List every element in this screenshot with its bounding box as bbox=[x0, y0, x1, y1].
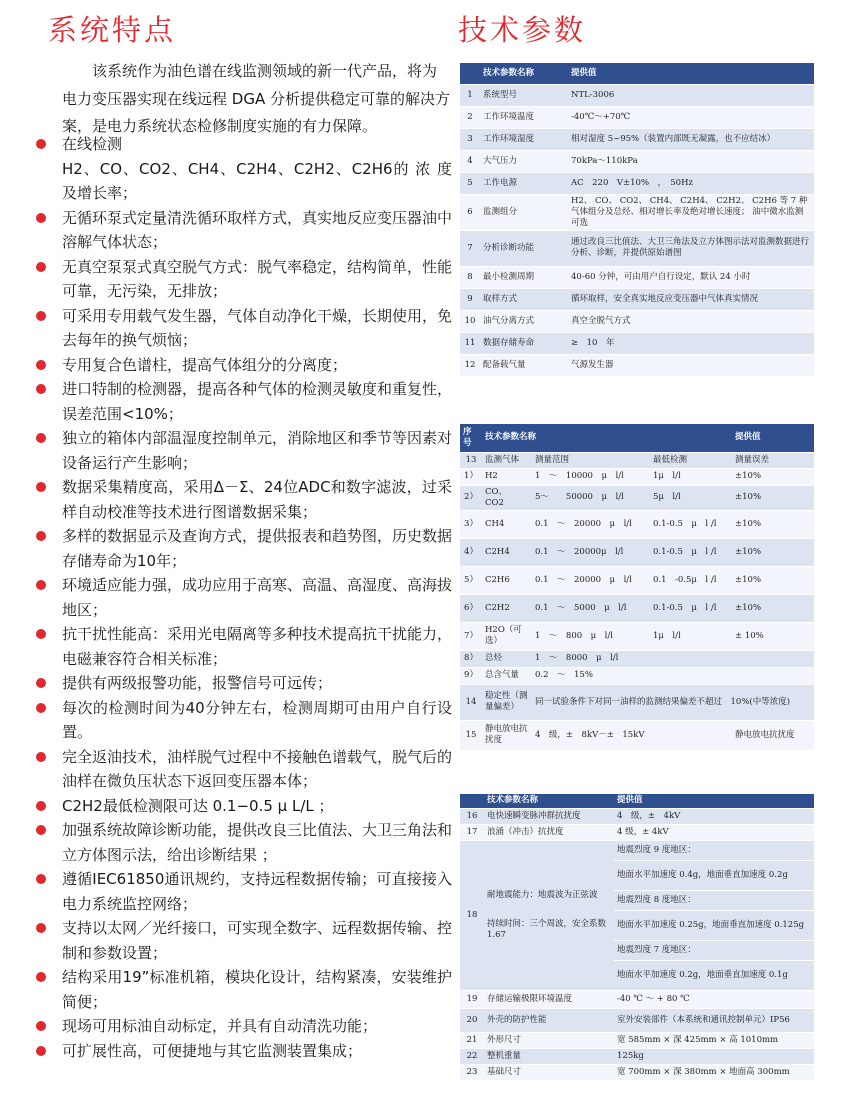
row-no: 20 bbox=[460, 1008, 484, 1032]
row-param: 浪涌（冲击）抗扰度 bbox=[484, 824, 614, 840]
feature-text: 可扩展性高，可便捷地与其它监测装置集成； bbox=[62, 1041, 363, 1060]
measure-error: ±10% bbox=[732, 594, 814, 622]
seismic-line: 地震烈度 7 度地区： bbox=[614, 941, 814, 961]
feature-item bbox=[36, 794, 452, 819]
feature-item bbox=[36, 916, 452, 965]
row-param: 电快速瞬变脉冲群抗扰度 bbox=[484, 808, 614, 824]
row-value: H2、 CO、 CO2、 CH4、 C2H4、 C2H2、 C2H6 等 7 种气体组分及总烃、相对增长率及绝对增长速度； 油中微水监测可选 bbox=[568, 194, 814, 230]
row-no: 13 bbox=[460, 452, 482, 468]
min-detect: 5μ l/l bbox=[650, 485, 732, 510]
row-param bbox=[484, 840, 614, 990]
row-no: 14 bbox=[460, 684, 482, 720]
bullet-dot-icon bbox=[36, 580, 46, 590]
bullet-dot-icon bbox=[36, 874, 46, 884]
header-no-cell bbox=[460, 794, 484, 808]
table-row bbox=[460, 824, 814, 840]
feature-text: H2、CO、CO2、CH4、C2H4、C2H2、C2H6的 浓 度 及增长率； bbox=[62, 159, 452, 202]
row-no: 4） bbox=[460, 538, 482, 566]
table-row bbox=[460, 594, 814, 622]
row-no: 17 bbox=[460, 824, 484, 840]
table-row bbox=[460, 622, 814, 650]
header-value-cell: 提供值 bbox=[732, 424, 814, 452]
measure-range: 1 ～ 800 μ l/l bbox=[532, 622, 650, 650]
table-row bbox=[460, 720, 814, 750]
seismic-duration-text: 持续时间：三个周波，安全系数 1.67 bbox=[487, 918, 607, 940]
measure-range: 0.2 ～ 15% bbox=[532, 667, 650, 684]
table-row bbox=[460, 566, 814, 594]
feature-item bbox=[36, 353, 452, 378]
row-value: 70kPa～110kPa bbox=[568, 150, 814, 172]
row-no: 15 bbox=[460, 720, 482, 750]
row-no: 11 bbox=[460, 332, 480, 354]
row-param: 整机重量 bbox=[484, 1048, 614, 1064]
feature-item bbox=[36, 377, 452, 426]
measure-error bbox=[732, 650, 814, 667]
feature-item bbox=[36, 622, 452, 671]
specs-title: 技术参数 bbox=[458, 13, 587, 47]
measure-range: 1 ～ 8000 μ l/l bbox=[532, 650, 650, 667]
table-row bbox=[460, 808, 814, 824]
feature-item bbox=[36, 475, 452, 524]
spec-table-gas bbox=[460, 424, 814, 751]
bullet-dot-icon bbox=[36, 384, 46, 394]
gas-col-header: 监测气体 bbox=[482, 452, 532, 468]
table-row bbox=[460, 468, 814, 485]
bullet-dot-icon bbox=[36, 825, 46, 835]
row-no: 5） bbox=[460, 566, 482, 594]
row-value: NTL-3006 bbox=[568, 84, 814, 106]
row-param: 系统型号 bbox=[480, 84, 568, 106]
row-no: 6） bbox=[460, 594, 482, 622]
bullet-dot-icon bbox=[36, 703, 46, 713]
feature-text: 完全返油技术，油样脱气过程中不接触色谱载气，脱气后的油样在微负压状态下返回变压器本体； bbox=[62, 747, 453, 790]
measure-range: 5～ 50000 μ l/l bbox=[532, 485, 650, 510]
row-no: 22 bbox=[460, 1048, 484, 1064]
table-row bbox=[460, 510, 814, 538]
bullet-dot-icon bbox=[36, 311, 46, 321]
table-row bbox=[460, 332, 814, 354]
row-param: 工作环境温度 bbox=[480, 106, 568, 128]
row-no: 19 bbox=[460, 990, 484, 1008]
feature-text: 加强系统故障诊断功能，提供改良三比值法、大卫三角法和立方体图示法，给出诊断结果 ； bbox=[62, 821, 453, 864]
feature-item bbox=[36, 696, 452, 745]
bullet-dot-icon bbox=[36, 139, 46, 149]
feature-text: 可采用专用载气发生器，气体自动净化干燥，长期使用，免去每年的换气烦恼； bbox=[62, 306, 453, 349]
gas-name: C2H2 bbox=[482, 594, 532, 622]
bullet-dot-icon bbox=[36, 213, 46, 223]
row-no: 4 bbox=[460, 150, 480, 172]
row-param: 工作电源 bbox=[480, 172, 568, 194]
bullet-dot-icon bbox=[36, 801, 46, 811]
row-value: 125kg bbox=[614, 1048, 814, 1064]
range-col-header: 测量范围 bbox=[532, 452, 650, 468]
row-no: 9） bbox=[460, 667, 482, 684]
table-row bbox=[460, 840, 814, 990]
spec-table-basic bbox=[460, 63, 814, 377]
feature-item bbox=[36, 867, 452, 916]
feature-text: 无循环泵式定量清洗循环取样方式，真实地反应变压器油中溶解气体状态； bbox=[62, 208, 453, 251]
header-value-cell: 提供值 bbox=[614, 794, 814, 808]
row-no: 7 bbox=[460, 230, 480, 266]
table-row bbox=[460, 1048, 814, 1064]
feature-item bbox=[36, 304, 452, 353]
min-detect bbox=[650, 667, 732, 684]
measure-range: 0.1 ～ 5000 μ l/l bbox=[532, 594, 650, 622]
feature-text: 独立的箱体内部温湿度控制单元，消除地区和季节等因素对设备运行产生影响； bbox=[62, 429, 453, 472]
min-detect: 0.1 -0.5μ l /l bbox=[650, 566, 732, 594]
table-row bbox=[460, 230, 814, 266]
feature-text: 环境适应能力强，成功应用于高寒、高温、高湿度、高海拔地区； bbox=[62, 576, 453, 619]
min-detect: 1μ l/l bbox=[650, 468, 732, 485]
measure-range: 0.1 ～ 20000μ l/l bbox=[532, 538, 650, 566]
row-param: 外形尺寸 bbox=[484, 1032, 614, 1048]
row-value: 真空全脱气方式 bbox=[568, 310, 814, 332]
feature-item bbox=[36, 1039, 452, 1064]
header-param-cell: 技术参数名称 bbox=[484, 794, 614, 808]
seismic-wave-text: 耐地震能力：地震波为正弦波 bbox=[487, 889, 598, 900]
bullet-dot-icon bbox=[36, 531, 46, 541]
row-value: 宽 700mm × 深 380mm × 地面高 300mm bbox=[614, 1064, 814, 1080]
table-row bbox=[460, 266, 814, 288]
error-col-header: 测量误差 bbox=[732, 452, 814, 468]
row-value: 同一试验条件下对同一油样的监测结果偏差不超过 10%(中等浓度) bbox=[532, 684, 814, 720]
gas-name: 总含气量 bbox=[482, 667, 532, 684]
bullet-dot-icon bbox=[36, 360, 46, 370]
feature-text: 抗干扰性能高：采用光电隔离等多种技术提高抗干扰能力，电磁兼容符合相关标准； bbox=[62, 625, 453, 668]
row-no: 10 bbox=[460, 310, 480, 332]
feature-text: 现场可用标油自动标定，并具有自动清洗功能； bbox=[62, 1017, 378, 1035]
row-param: 稳定性（测量偏差） bbox=[482, 684, 532, 720]
measure-error: ±10% bbox=[732, 485, 814, 510]
feature-item bbox=[36, 965, 452, 1014]
feature-item bbox=[36, 745, 452, 794]
feature-text: 在线检测 bbox=[62, 135, 123, 153]
row-value: 循环取样，安全真实地反应变压器中气体真实情况 bbox=[568, 288, 814, 310]
row-param: 大气压力 bbox=[480, 150, 568, 172]
seismic-line: 地震烈度 8 度地区： bbox=[614, 891, 814, 911]
table-row bbox=[460, 194, 814, 230]
table-row bbox=[460, 128, 814, 150]
row-no: 5 bbox=[460, 172, 480, 194]
measure-range: 1 ～ 10000 μ l/l bbox=[532, 468, 650, 485]
table-row bbox=[460, 354, 814, 376]
row-value bbox=[614, 840, 814, 990]
spec-table-env bbox=[460, 794, 814, 1081]
bullet-dot-icon bbox=[36, 482, 46, 492]
measure-error bbox=[732, 667, 814, 684]
table-row bbox=[460, 106, 814, 128]
row-param: 数据存储寿命 bbox=[480, 332, 568, 354]
measure-range: 0.1 ～ 20000 μ l/l bbox=[532, 566, 650, 594]
feature-item bbox=[36, 206, 452, 255]
gas-name: 总烃 bbox=[482, 650, 532, 667]
feature-item bbox=[36, 1014, 452, 1039]
row-no: 1 bbox=[460, 84, 480, 106]
table-row bbox=[460, 485, 814, 510]
row-param: 油气分离方式 bbox=[480, 310, 568, 332]
row-no: 2） bbox=[460, 485, 482, 510]
table-row bbox=[460, 667, 814, 684]
seismic-line: 地面水平加速度 0.4g，地面垂直加速度 0.2g bbox=[614, 861, 814, 891]
bullet-dot-icon bbox=[36, 262, 46, 272]
row-no: 16 bbox=[460, 808, 484, 824]
gas-name: CO、 CO2 bbox=[482, 485, 532, 510]
table-row bbox=[460, 84, 814, 106]
row-no: 3） bbox=[460, 510, 482, 538]
row-param: 工作环境湿度 bbox=[480, 128, 568, 150]
feature-item bbox=[36, 818, 452, 867]
features-list bbox=[36, 132, 452, 1063]
table-row bbox=[460, 990, 814, 1008]
row-param: 静电放电抗扰度 bbox=[482, 720, 532, 750]
row-no: 2 bbox=[460, 106, 480, 128]
row-value: -40℃～+70℃ bbox=[568, 106, 814, 128]
table-row bbox=[460, 1064, 814, 1080]
header-no-cell bbox=[460, 63, 480, 84]
min-detect: 0.1-0.5 μ l /l bbox=[650, 594, 732, 622]
bullet-dot-icon bbox=[36, 972, 46, 982]
row-value: AC 220 V±10% ， 50Hz bbox=[568, 172, 814, 194]
header-value-cell: 提供值 bbox=[568, 63, 814, 84]
row-value: ≥ 10 年 bbox=[568, 332, 814, 354]
table-row bbox=[460, 452, 814, 468]
feature-text: 遵循IEC61850通讯规约，支持远程数据传输；可直接接入电力系统监控网络； bbox=[62, 870, 452, 913]
table-row bbox=[460, 538, 814, 566]
table-row bbox=[460, 288, 814, 310]
feature-item bbox=[36, 426, 452, 475]
feature-item bbox=[36, 573, 452, 622]
row-no: 12 bbox=[460, 354, 480, 376]
measure-error: ±10% bbox=[732, 510, 814, 538]
row-extra: 静电放电抗扰度 bbox=[732, 720, 814, 750]
feature-item bbox=[36, 255, 452, 304]
table-row bbox=[460, 1032, 814, 1048]
row-no: 23 bbox=[460, 1064, 484, 1080]
measure-range: 0.1 ～ 20000 μ l/l bbox=[532, 510, 650, 538]
bullet-dot-icon bbox=[36, 752, 46, 762]
row-no: 7） bbox=[460, 622, 482, 650]
feature-text: C2H2最低检测限可达 0.1−0.5 μ L/L ； bbox=[62, 796, 334, 815]
row-param: 配备载气量 bbox=[480, 354, 568, 376]
feature-text: 多样的数据显示及查询方式，提供报表和趋势图，历史数据存储寿命为10年； bbox=[62, 527, 453, 570]
row-value: 相对湿度 5~95%（装置内部既无凝露，也不应结冰） bbox=[568, 128, 814, 150]
min-detect: 1μ l/l bbox=[650, 622, 732, 650]
feature-text: 进口特制的检测器，提高各种气体的检测灵敏度和重复性，误差范围<10%； bbox=[62, 380, 453, 423]
features-intro: 该系统作为油色谱在线监测领域的新一代产品，将为电力变压器实现在线远程 DGA 分析提供稳定可靠的解决方案，是电力系统状态检修制度实施的有力保障。 bbox=[62, 62, 450, 135]
seismic-line: 地震烈度 9 度地区： bbox=[614, 841, 814, 861]
row-value: -40 ℃ ～ + 80 ℃ bbox=[614, 990, 814, 1008]
table-row bbox=[460, 684, 814, 720]
row-no: 3 bbox=[460, 128, 480, 150]
header-param-cell: 技术参数名称 bbox=[482, 424, 732, 452]
gas-name: CH4 bbox=[482, 510, 532, 538]
row-no: 9 bbox=[460, 288, 480, 310]
bullet-dot-icon bbox=[36, 433, 46, 443]
row-value: 通过改良三比值法、大卫三角法及立方体图示法对监测数据进行分析、诊断，并提供原始谱图 bbox=[568, 230, 814, 266]
measure-error: ±10% bbox=[732, 468, 814, 485]
row-no: 18 bbox=[460, 840, 484, 990]
bullet-dot-icon bbox=[36, 629, 46, 639]
row-no: 8） bbox=[460, 650, 482, 667]
bullet-dot-icon bbox=[36, 678, 46, 688]
row-value: 气源发生器 bbox=[568, 354, 814, 376]
row-param: 分析诊断功能 bbox=[480, 230, 568, 266]
features-title: 系统特点 bbox=[48, 13, 177, 47]
gas-name: C2H4 bbox=[482, 538, 532, 566]
header-param-cell: 技术参数名称 bbox=[480, 63, 568, 84]
row-param: 基础尺寸 bbox=[484, 1064, 614, 1080]
bullet-dot-icon bbox=[36, 1046, 46, 1056]
feature-text: 每次的检测时间为40分钟左右，检测周期可由用户自行设置。 bbox=[62, 698, 452, 741]
row-value: 4 级，± 4kV bbox=[614, 824, 814, 840]
table-row bbox=[460, 172, 814, 194]
gas-name: H2O（可选） bbox=[482, 622, 532, 650]
measure-error: ± 10% bbox=[732, 622, 814, 650]
row-no: 1） bbox=[460, 468, 482, 485]
feature-text: 提供有两级报警功能，报警信号可远传； bbox=[62, 674, 333, 692]
row-param: 监测组分 bbox=[480, 194, 568, 230]
row-value: 40-60 分钟，可由用户自行设定，默认 24 小时 bbox=[568, 266, 814, 288]
feature-item bbox=[36, 524, 452, 573]
row-value: 4 级，± 4kV bbox=[614, 808, 814, 824]
measure-error: ±10% bbox=[732, 566, 814, 594]
feature-text: 数据采集精度高，采用Δ－Σ、24位ADC和数字滤波，过采样自动校准等技术进行图谱数据采集； bbox=[62, 478, 452, 521]
feature-item bbox=[36, 132, 452, 157]
row-param: 存储运输极限环境温度 bbox=[484, 990, 614, 1008]
bullet-dot-icon bbox=[36, 923, 46, 933]
row-no: 6 bbox=[460, 194, 480, 230]
feature-item bbox=[36, 157, 452, 206]
header-no-cell: 序号 bbox=[460, 424, 482, 452]
row-param: 取样方式 bbox=[480, 288, 568, 310]
feature-text: 支持以太网／光纤接口，可实现全数字、远程数据传输、控制和参数设置； bbox=[62, 919, 453, 962]
min-detect: 0.1-0.5 μ l /l bbox=[650, 510, 732, 538]
feature-text: 无真空泵泵式真空脱气方式：脱气率稳定，结构简单，性能可靠，无污染，无排放； bbox=[62, 257, 453, 300]
gas-name: C2H6 bbox=[482, 566, 532, 594]
row-param: 外壳的防护性能 bbox=[484, 1008, 614, 1032]
table-row bbox=[460, 1008, 814, 1032]
min-col-header: 最低检测 bbox=[650, 452, 732, 468]
gas-name: H2 bbox=[482, 468, 532, 485]
feature-text: 结构采用19”标准机箱，模块化设计，结构紧凑，安装维护简便； bbox=[62, 968, 452, 1011]
row-param: 最小检测周期 bbox=[480, 266, 568, 288]
table-row bbox=[460, 650, 814, 667]
row-value: 室外安装部件（本系统和通讯控制单元）IP56 bbox=[614, 1008, 814, 1032]
table-row bbox=[460, 150, 814, 172]
row-value: 4 级，± 8kV－± 15kV bbox=[532, 720, 732, 750]
min-detect bbox=[650, 650, 732, 667]
min-detect: 0.1-0.5 μ l /l bbox=[650, 538, 732, 566]
bullet-dot-icon bbox=[36, 1021, 46, 1031]
feature-text: 专用复合色谱柱，提高气体组分的分离度； bbox=[62, 355, 348, 374]
row-no: 8 bbox=[460, 266, 480, 288]
feature-item bbox=[36, 671, 452, 696]
row-no: 21 bbox=[460, 1032, 484, 1048]
row-value: 宽 585mm × 深 425mm × 高 1010mm bbox=[614, 1032, 814, 1048]
seismic-line: 地面水平加速度 0.25g，地面垂直加速度 0.125g bbox=[614, 911, 814, 941]
table-row bbox=[460, 310, 814, 332]
measure-error: ±10% bbox=[732, 538, 814, 566]
seismic-line: 地面水平加速度 0.2g，地面垂直加速度 0.1g bbox=[617, 969, 788, 980]
